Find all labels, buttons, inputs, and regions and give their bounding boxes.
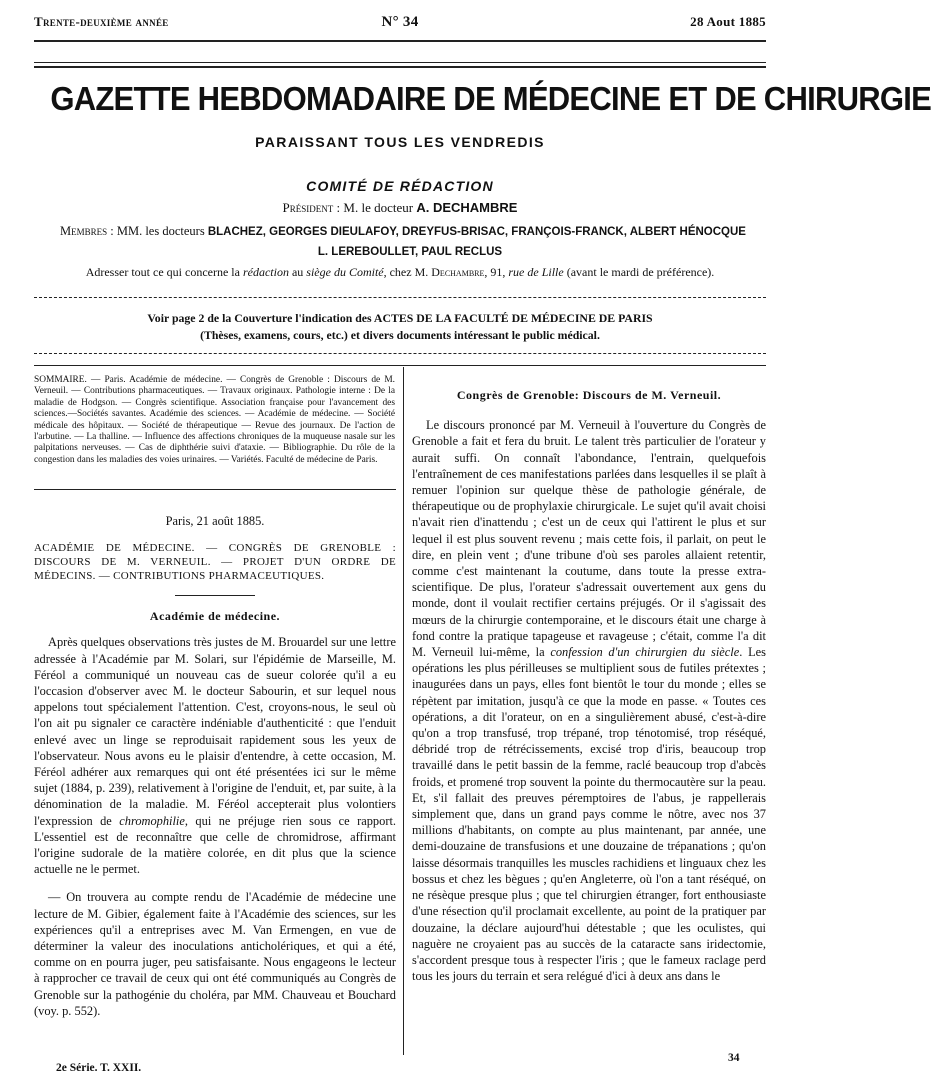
page-number: 34 — [728, 1052, 740, 1064]
para1-text-b: , qui ne préjuge rien sous ce rapport. L'essentiel est de reconnaître que celle de chromidrose, affirmant l'origine sudorale de la matière colorée, en dit plus que la science actuelle ne le permet. — [34, 813, 396, 877]
address-redaction: rédaction — [242, 265, 289, 279]
section-heading-grenoble: Congrès de Grenoble: Discours de M. Verneuil. — [456, 388, 722, 402]
membres-block — [60, 221, 760, 262]
contents-heads: ACADÉMIE DE MÉDECINE. — CONGRÈS DE GRENOBLE : DISCOURS DE M. VERNEUIL. — PROJET D'UN ORDRE DE MÉDECINS. — CONTRIBUTIONS PHARMACEUTIQUES. — [34, 542, 396, 583]
president-name: A. DECHAMBRE — [416, 200, 518, 215]
right-column — [412, 387, 766, 984]
running-head — [34, 14, 766, 36]
notice-rule-top — [34, 297, 766, 298]
address-text-4: , 91, — [484, 265, 506, 279]
dateline: Paris, 21 août 1885. — [165, 514, 265, 528]
columns-top-rule — [34, 365, 766, 366]
para1-text-a: Après quelques observations très justes de M. Brouardel sur une lettre adressée à l'Académie par M. Solari, sur l'épidémie de Marseille, M. Féréol a communiqué un nouveau cas de sueur colorée qu'il a eu l'occasion d'observer avec M. le docteur Sabourin, et sur lequel nous appelons tout spécialement l'attention. C'est, croyons-nous, le seul où l'on ait pu signaler ce caractère indéniable d'authenticité : que l'enduit enlevé avec un linge se reproduisait rapidement sous les yeux de l'observateur. Nous avons eu le plaisir d'entendre, à cette occasion, M. Féréol adhérer aux remarques qui ont été présentées ici sur le même sujet (1884, p. 239), relativement à l'origine de l'enduit, et, par suite, à la dénomination de la maladie. M. Féréol accepterait plus volontiers l'expression de — [34, 635, 396, 828]
address-text-3: , chez M. — [383, 265, 429, 279]
paragraph-feréol — [34, 634, 396, 877]
verneuil-italic: confession d'un chirurgien du siècle — [550, 645, 740, 660]
president-label: Président — [282, 200, 334, 215]
running-head-year: Trente-deuxième année — [34, 14, 169, 29]
notice-line-1: Voir page 2 de la Couverture l'indication des ACTES DE LA FACULTÉ DE MÉDECINE DE PARIS — [147, 311, 653, 325]
notice-line-2: (Thèses, examens, cours, etc.) et divers documents intéressant le public médical. — [200, 328, 600, 342]
para1-italic: chromophilie — [119, 813, 185, 828]
top-rule-thin — [34, 62, 766, 63]
sommaire: SOMMAIRE. — Paris. Académie de médecine. — Congrès de Grenoble : Discours de M. Verneuil. — Contributions pharmaceutiques. — Travaux originaux. Pathologie interne : De la maladie de Hodgson. — Congrès scientifique. Association française pour l'avancement des sciences.—Sociétés savantes. Académie des sciences. — Académie de médecine. — Société médicale des hôpitaux. — Société de thérapeutique — Revue des journaux. De l'action de l'arbutine. — La thalline. — Influence des affections chroniques de la muqueuse nasale sur les palpitations nerveuses. — Cas de diphthérie suivi d'ataxie. — Bibliographie. Du rôle de la congestion dans les maladies des voies urinaires. — Variétés. Faculté de médecine de Paris. — [34, 375, 395, 465]
notice-block — [0, 310, 800, 344]
membres-label: Membres — [60, 224, 108, 238]
address-rue: rue de Lille — [508, 265, 564, 279]
issue-date: 28 Aout 1885 — [690, 14, 766, 29]
masthead-subtitle: PARAISSANT TOUS LES VENDREDIS — [255, 134, 545, 150]
issue-number: N° 34 — [381, 14, 419, 30]
short-rule — [175, 595, 255, 596]
column-divider — [403, 367, 404, 1055]
address-text-1: Adresser tout ce qui concerne la — [85, 265, 240, 279]
paragraph-gibier: — On trouvera au compte rendu de l'Académie de médecine une lecture de M. Gibier, également faite à l'Académie des sciences, sur les expériences qu'il a entreprises avec M. Van Ermengen, en vue de déterminer la valeur des inoculations anticholériques, et qui a été, comme on en pourra juger, peu satisfaisante. Nous engageons le lecteur à rapprocher ce travail de ceux qui ont été communiqués au Congrès de Grenoble sur la pathogénie du choléra, par MM. Chauveau et Bouchard (voy. p. 552). — [34, 890, 396, 1018]
section-heading-academie: Académie de médecine. — [149, 609, 281, 624]
top-rule — [34, 40, 766, 42]
comite-heading: COMITÉ DE RÉDACTION — [306, 178, 494, 194]
address-siege: siège du Comité — [306, 265, 384, 279]
membres-names-2: L. LEREBOULLET, PAUL RECLUS — [317, 246, 503, 258]
president-line — [0, 200, 800, 216]
verneuil-text-b: . Les opérations les plus périlleuses se multiplient sous de futiles prétextes ; inaugurées dans un pays, elles font bientôt le tour du monde ; elles se répètent par imitation, jusqu'à ce que la mode en passe. « Toutes ces opérations, a dit l'orateur, on en a singulièrement abusé, c'est-à-dire qu'on a trop transfusé, trop trépané, trop ténotomisé, trop réséqué, débridé trop de rétrécissements, excisé trop d'iris, beaucoup trop travaillé dans le petit bassin de la femme, raclé beaucoup trop d'abcès froids, et promené trop souvent la pointe du thermocautère sur la peau. Et, s'il fallait des preuves péremptoires de l'abus, je rappellerais simplement que, dans un grand pays comme le nôtre, avec nos 37 millions d'habitants, on compte au plus maintenant, par année, une demi-douzaine de transfusions et une douzaine de trépanations ; qu'on laisse désormais tranquilles les muscles rachidiens et linguaux chez les bossus et chez les bègues ; qu'en Angleterre, où l'on a tant réséqué, on ne résèque presque plus ; que tel chirurgien étranger, fort enthousiaste d'une résection qu'il proclamait excellente, au point de la pratiquer par douzaine, la déclare aujourd'hui détestable ; que les oculistes, qui naguère ne croyaient pas au succès de la cataracte sans iridectomie, s'accordent presque tous à respecter l'iris ; que le fameux raclage perd tous les jours du terrain et sera relégué d'ici à deux ans dans le — [412, 645, 766, 984]
membres-names-1: BLACHEZ, GEORGES DIEULAFOY, DREYFUS-BRISAC, FRANÇOIS-FRANCK, ALBERT HÉNOCQUE — [207, 226, 746, 238]
left-column — [34, 513, 396, 1019]
paragraph-verneuil — [412, 417, 766, 984]
verneuil-text-a: Le discours prononcé par M. Verneuil à l'ouverture du Congrès de Grenoble a fait et fera du bruit. Le talent très particulier de l'orateur y aurait suffi. On connaît l'abondance, l'entrain, quelquefois l'entraînement de ces manifestations parlées dans lesquelles il se plaît à remuer l'opinion sur quelque thèse de pathologie générale, de thérapeutique ou de prophylaxie chirurgicale. Le sujet qu'il avait choisi n'avait rien d'inattendu ; c'est un de ceux qui l'attirent le plus et sur lequel il est plus souvent revenu ; mais cette fois, il parlait, on peut le dire, en plein vent ; d'une tribune d'où ses paroles allaient retentir, comme c'est maintenant la coutume, dans toute la presse extra-scientifique. De plus, l'orateur s'adressait ouvertement aux gens du monde, dont il voulait rectifier certains préjugés. Or il s'agissait des mœurs de la chirurgie contemporaine, et le discours était une charge à fond contre la pratique tapageuse et ravageuse ; c'était, comme l'a dit M. Verneuil lui-même, la — [412, 418, 766, 660]
address-text-5: (avant le mardi de préférence). — [566, 265, 715, 279]
series-footer: 2e Série. T. XXII. — [56, 1062, 142, 1074]
president-text: : M. le docteur — [336, 200, 414, 215]
notice-rule-bottom — [34, 353, 766, 354]
sommaire-rule — [34, 489, 396, 490]
address-text-2: au — [291, 265, 304, 279]
membres-text: : MM. les docteurs — [110, 224, 205, 238]
masthead-title: GAZETTE HEBDOMADAIRE DE MÉDECINE ET DE CHIRURGIE — [50, 80, 931, 117]
address-line — [0, 265, 800, 280]
address-dechambre: Dechambre — [431, 265, 485, 279]
top-rule-double — [34, 66, 766, 68]
